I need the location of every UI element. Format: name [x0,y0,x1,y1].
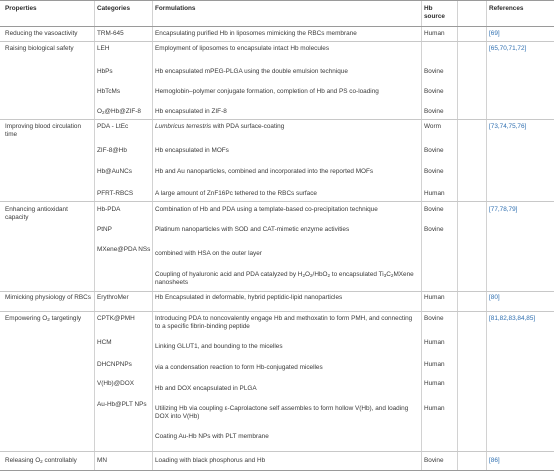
category-cell: MN [97,457,107,464]
source-cell: Human [424,405,445,412]
row-divider [0,291,554,292]
category-cell: LEH [97,45,110,52]
category-cell: HCM [97,339,112,346]
category-cell: ErythroMer [97,294,129,301]
source-cell: Bovine [424,147,444,154]
formulation-cell [155,123,284,131]
category-cell: PtNP [97,226,112,233]
formulation-cell: Hb encapsulated mPEG-PLGA using the double emulsion technique [155,68,348,75]
property-cell: Mimicking physiology of RBCs [5,294,91,301]
category-cell: CPTK@PMH [97,315,135,322]
row-divider [0,41,554,42]
table-top-rule [0,0,554,1]
formulation-cell: Linking GLUT1, and bounding to the micelles [155,343,283,350]
formulation-cell: Hb and DOX encapsulated in PLGA [155,385,257,392]
category-cell: PFRT-RBCS [97,190,134,197]
column-divider [152,0,153,471]
reference-link[interactable]: [80] [489,294,500,301]
header-rule [0,26,554,27]
category-cell: ZIF-8@Hb [97,147,127,154]
formulation-cell: combined with HSA on the outer layer [155,250,262,257]
formulation-cell: Hb encapsulated in MOFs [155,147,229,154]
column-divider [421,0,422,471]
header-properties: Properties [5,5,37,12]
formulation-cell: Utilizing Hb via coupling ε-Caprolactone self assembles to form hollow V(Hb), and loading DOX into V(Hb) [155,405,409,421]
formulation-cell: Coupling of hyaluronic acid and PDA catalyzed by $H_2O_2/HbO_2$ to encapsulated $Ti_3C_2MXene$ nanosheets [155,271,414,287]
category-cell: HbPs [97,68,113,75]
property-cell: Enhancing antioxidant capacity [5,206,68,222]
formulation-cell: Introducing PDA to noncovalently engage Hb and methoxatin to form PMH, and connecting to a specific fibrin-binding peptide [155,315,413,331]
property-cell: Empowering $O_2$ targetingly [5,315,82,323]
category-cell: HbTcMs [97,88,121,95]
formulation-cell: Hb and Au nanoparticles, combined and incorporated into the reported MOFs [155,168,374,175]
source-cell: Bovine [424,226,444,233]
reference-link[interactable]: [69] [489,30,500,37]
category-cell: MXene@PDA NSs [97,246,151,253]
formulation-cell: Encapsulating purified Hb in liposomes mimicking the RBCs membrane [155,30,357,37]
row-divider [0,451,554,452]
header-hb-source: Hb source [424,5,445,21]
source-cell: Bovine [424,315,444,322]
column-divider [457,0,458,471]
row-divider [0,201,554,202]
header-categories: Categories [97,5,131,12]
property-cell: Improving blood circulation time [5,123,82,139]
source-cell: Bovine [424,168,444,175]
category-cell: DHCNPNPs [97,361,132,368]
source-cell: Human [424,339,445,346]
reference-link[interactable]: [81,82,83,84,85] [489,315,536,322]
category-cell: TRM-645 [97,30,124,37]
reference-link[interactable]: [73,74,75,76] [489,123,527,130]
formulation-cell: Hemoglobin–polymer conjugate formation, completion of Hb and PS co-loading [155,88,379,95]
category-cell: Hb-PDA [97,206,121,213]
source-cell: Bovine [424,457,444,464]
row-divider [0,311,554,312]
reference-link[interactable]: [77,78,79] [489,206,518,213]
formulation-cell: A large amount of ZnF16Pc tethered to the RBCs surface [155,190,317,197]
row-divider [0,119,554,120]
category-cell: Hb@AuNCs [97,168,132,175]
formulation-cell: via a condensation reaction to form Hb-conjugated micelles [155,364,323,371]
source-cell: Human [424,190,445,197]
formulation-cell: Loading with black phosphorus and Hb [155,457,266,464]
header-formulations: Formulations [155,5,196,12]
source-cell: Bovine [424,108,444,115]
source-cell: Worm [424,123,441,130]
species-name: Lumbricus terrestris [155,123,212,130]
formulation-cell: Coating Au-Hb NPs with PLT membrane [155,433,269,440]
header-references: References [489,5,524,12]
category-cell: V(Hb)@DOX [97,380,135,387]
source-cell: Human [424,380,445,387]
property-cell: Reducing the vasoactivity [5,30,78,37]
formulation-text: with PDA surface-coating [211,123,285,130]
category-cell: Au-Hb@PLT NPs [97,401,147,408]
reference-link[interactable]: [65,70,71,72] [489,45,527,52]
reference-link[interactable]: [86] [489,457,500,464]
category-cell: PDA - LtEc [97,123,129,130]
source-cell: Human [424,30,445,37]
source-cell: Human [424,361,445,368]
source-cell: Bovine [424,206,444,213]
source-cell: Human [424,294,445,301]
property-cell: Raising biological safety [5,45,74,52]
formulation-cell: Hb Encapsulated in deformable, hybrid peptidic-lipid nanoparticles [155,294,343,301]
property-cell: Releasing $O_2$ controllably [5,457,77,465]
source-cell: Bovine [424,68,444,75]
column-divider [486,0,487,471]
column-divider [94,0,95,471]
category-cell: $O_2@Hb@ZIF-8$ [97,108,141,116]
source-cell: Bovine [424,88,444,95]
formulation-cell: Employment of liposomes to encapsulate intact Hb molecules [155,45,330,52]
formulation-cell: Platinum nanoparticles with SOD and CAT-mimetic enzyme activities [155,226,350,233]
formulation-cell: Combination of Hb and PDA using a template-based co-precipitation technique [155,206,378,213]
formulation-cell: Hb encapsulated in ZIF-8 [155,108,227,115]
